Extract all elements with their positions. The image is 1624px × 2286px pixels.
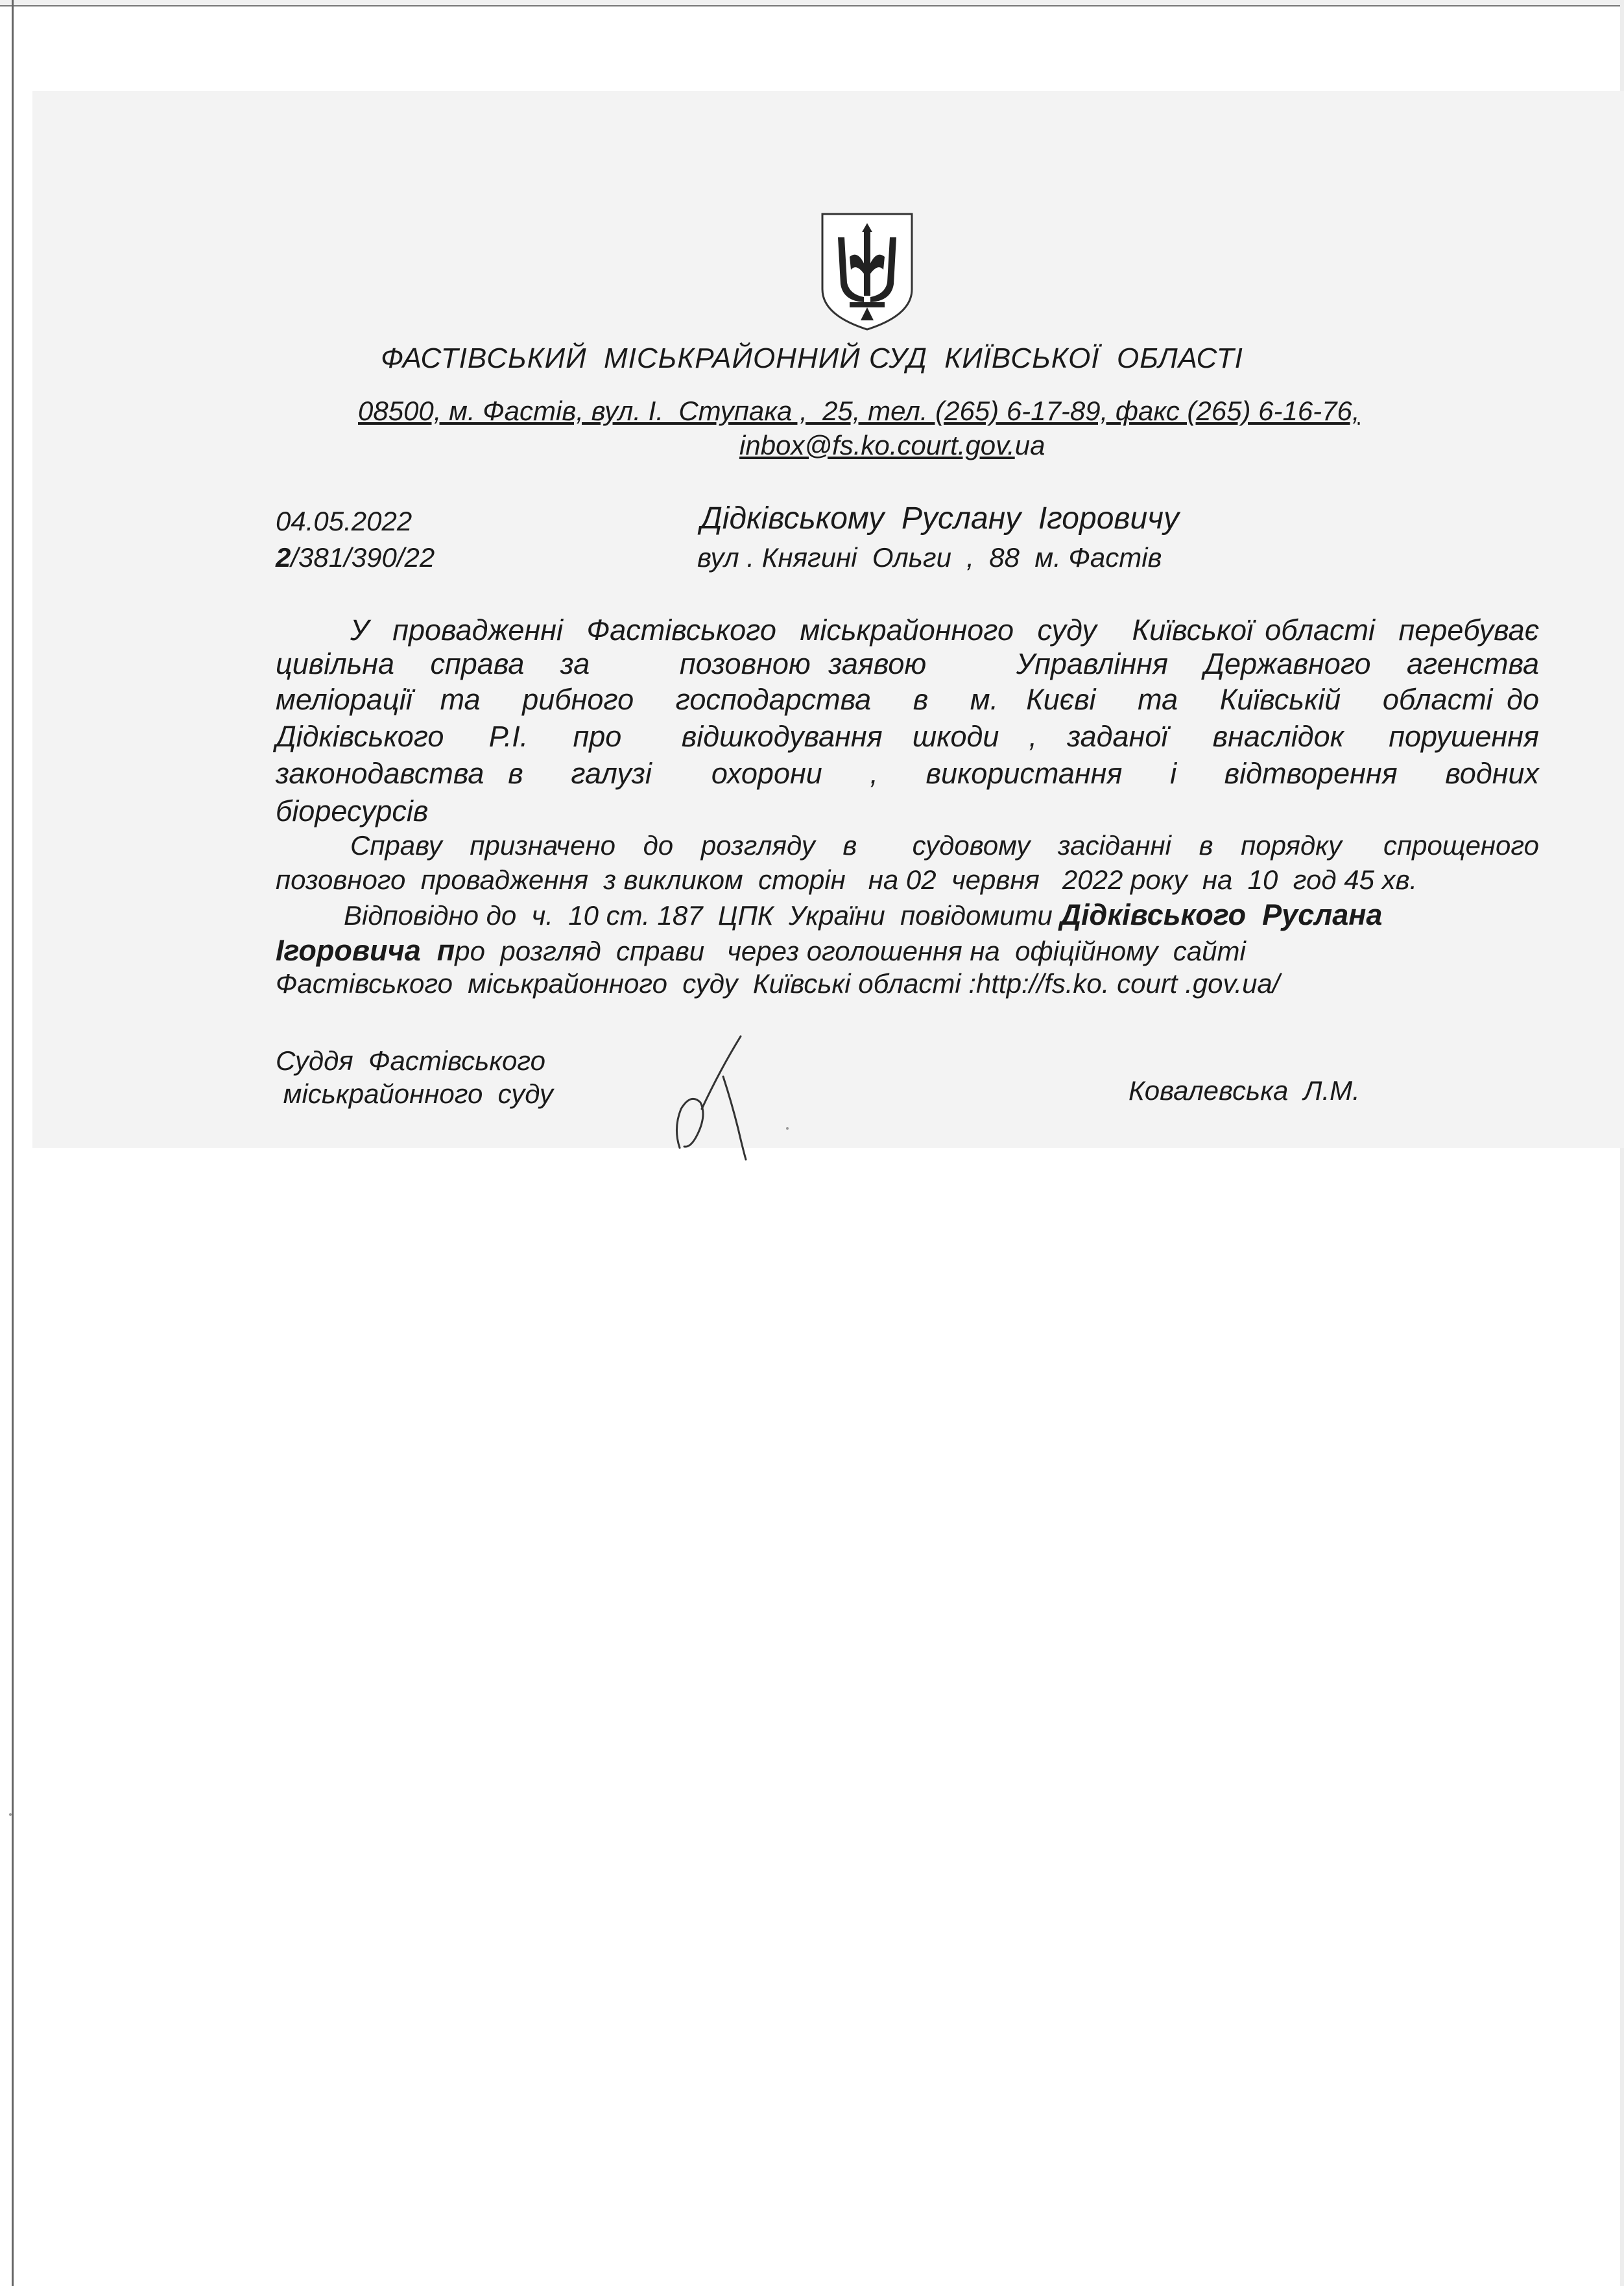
court-email-suffix: ua (1014, 430, 1045, 460)
defendant-patronymic-bold: Ігоровича п (276, 934, 455, 967)
recipient-address: вул . Княгині Ольги , 88 м. Фастів (697, 542, 1162, 573)
body-paragraph-1-line-4: Дідківського Р.І. про відшкодування шкоди , заданої внаслідок порушення (276, 720, 1539, 753)
body-paragraph-1-line-2: цивільна справа за позовною заявою Управління Державного агенства (276, 647, 1539, 680)
case-number (276, 542, 435, 573)
notice-text: Відповідно до ч. 10 ст. 187 ЦПК України повідомити (344, 900, 1060, 931)
case-number-rest: /381/390/22 (291, 542, 435, 573)
court-email-link[interactable]: inbox@fs.ko.court.gov. (739, 430, 1015, 460)
coat-of-arms-icon (818, 211, 916, 332)
court-email (739, 430, 1045, 461)
case-number-prefix: 2 (276, 542, 291, 573)
judge-role-line-2: міськрайонного суду (276, 1078, 553, 1109)
letter-date: 04.05.2022 (276, 506, 412, 536)
body-paragraph-3-line-1 (344, 898, 1446, 932)
court-name: ФАСТІВСЬКИЙ МІСЬКРАЙОННИЙ СУД КИЇВСЬКОЇ ОБЛАСТІ (381, 342, 1243, 374)
defendant-name-bold: Дідківського Руслана (1060, 898, 1383, 931)
notice-text-continued: ро розгляд справи через оголошення на офіційному сайті (455, 936, 1246, 966)
body-paragraph-3-line-3: Фастівського міськрайонного суду Київські області :http://fs.ko. court .gov.ua/ (276, 968, 1280, 999)
judge-role-line-1: Суддя Фастівського (276, 1045, 546, 1076)
scan-top-edge (0, 0, 1624, 6)
scan-speck (786, 1127, 789, 1130)
recipient-name: Дідківському Руслану Ігоровичу (700, 501, 1179, 536)
judge-name: Ковалевська Л.М. (1128, 1075, 1360, 1106)
body-paragraph-2-line-1: Справу призначено до розгляду в судовому засіданні в порядку спрощеного (350, 830, 1539, 861)
body-paragraph-1-line-3: меліорації та рибного господарства в м. Києві та Київській області до (276, 683, 1539, 716)
handwritten-signature (662, 1031, 778, 1161)
body-paragraph-1-line-5: законодавства в галузі охорони , використання і відтворення водних (276, 757, 1539, 790)
scan-speck (9, 1813, 12, 1816)
body-paragraph-2-line-2: позовного провадження з викликом сторін на 02 червня 2022 року на 10 год 45 хв. (276, 864, 1418, 895)
court-address: 08500, м. Фастів, вул. І. Ступака , 25, тел. (265) 6-17-89, факс (265) 6-16-76, (358, 396, 1360, 426)
body-paragraph-3-line-2 (276, 934, 1539, 968)
body-paragraph-1-line-1: У провадженні Фастівського міськрайонного суду Київської області перебуває (350, 613, 1539, 647)
body-paragraph-1-line-6: біоресурсів (276, 794, 429, 827)
